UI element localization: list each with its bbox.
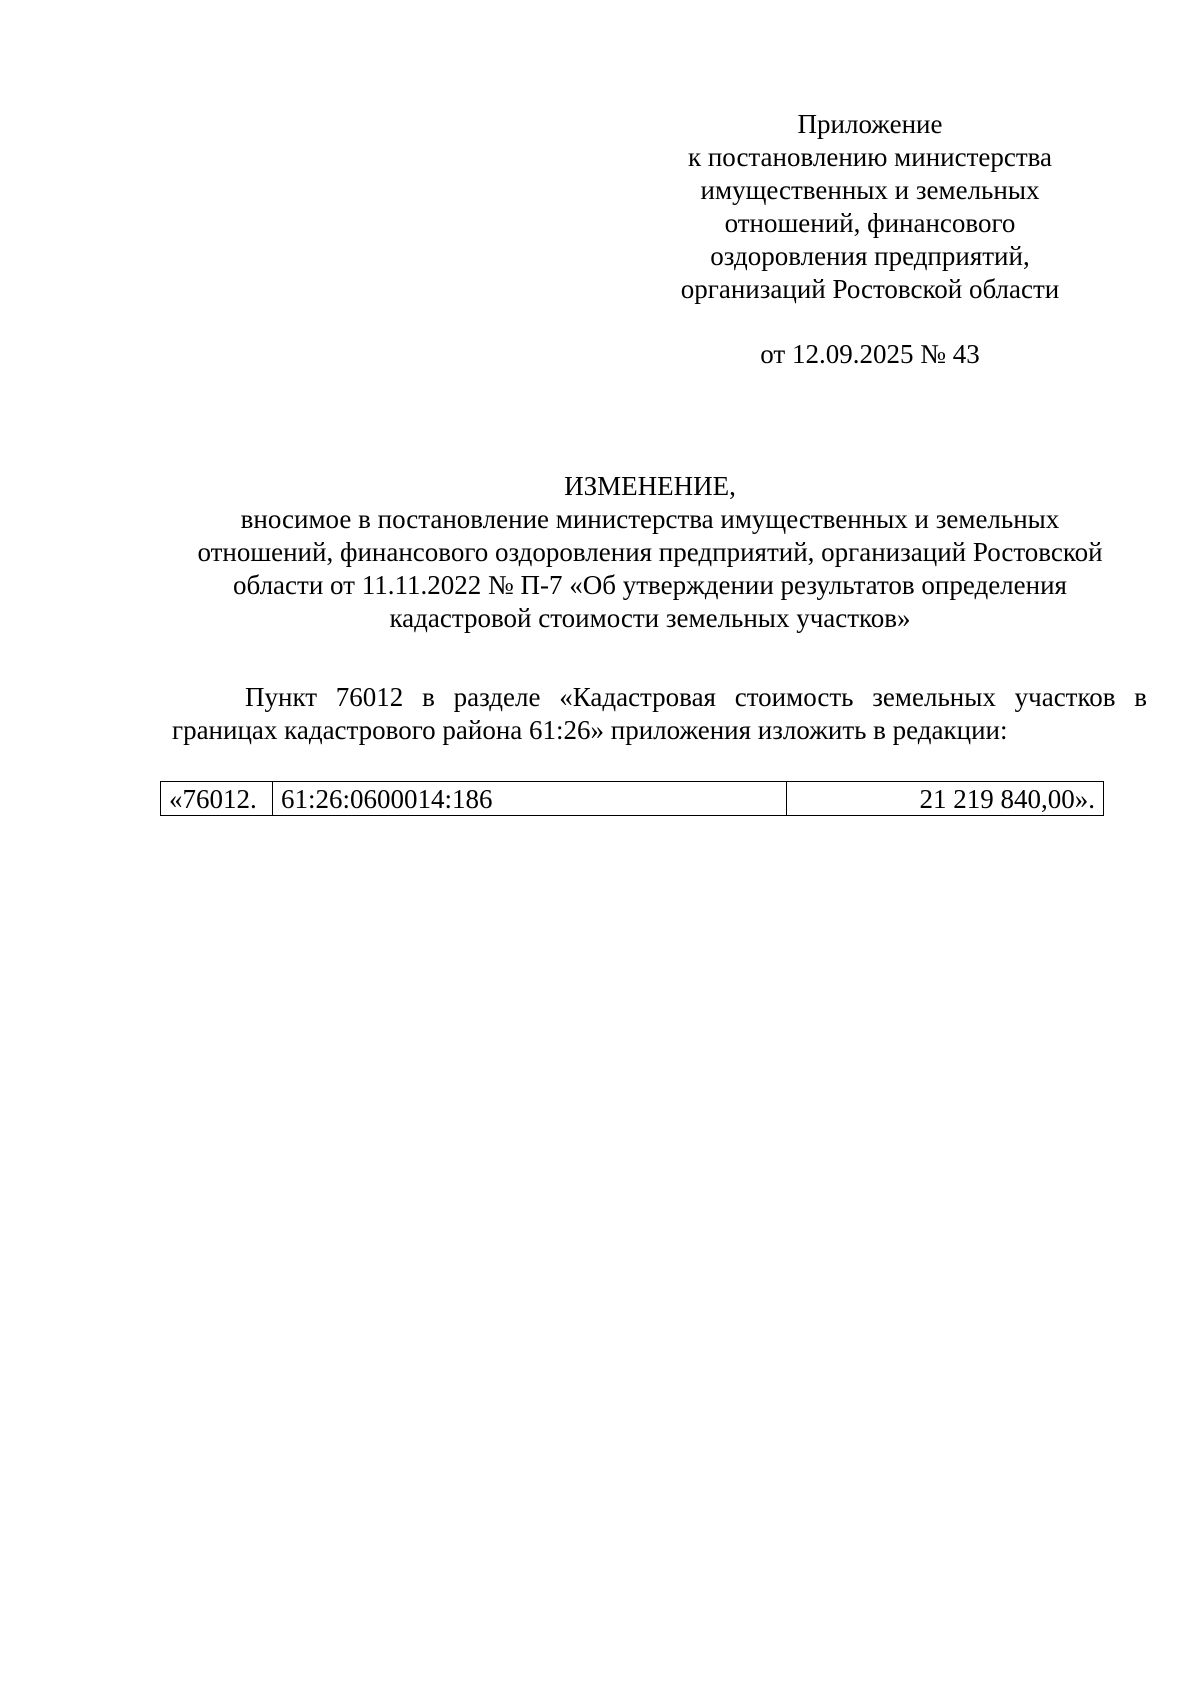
appendix-date: от 12.09.2025 № 43 [760, 339, 980, 369]
title-heading: ИЗМЕНЕНИЕ, [564, 471, 736, 501]
appendix-line: отношений, финансового [724, 208, 1016, 238]
appendix-line: организаций Ростовской области [680, 274, 1060, 304]
appendix-line: оздоровления предприятий, [710, 241, 1030, 271]
appendix-line: имущественных и земельных [700, 175, 1040, 205]
title-line: отношений, финансового оздоровления предприятий, организаций Ростовской [197, 537, 1103, 567]
cadastral-value-cell: 21 219 840,00». [787, 782, 1104, 816]
document-title [150, 470, 1150, 635]
body-paragraph [172, 681, 1147, 747]
appendix-line: к постановлению министерства [687, 142, 1053, 172]
appendix-header [655, 108, 1085, 306]
title-line: кадастровой стоимости земельных участков» [389, 603, 911, 633]
appendix-line: Приложение [797, 109, 943, 139]
record-table [160, 781, 1104, 816]
table-row [161, 782, 1104, 816]
cadastral-number-cell: 61:26:0600014:186 [273, 782, 787, 816]
title-line: области от 11.11.2022 № П-7 «Об утверждении результатов определения [233, 570, 1067, 600]
body-paragraph-text: Пункт 76012 в разделе «Кадастровая стоимость земельных участков в границах кадастрового района 61:26» приложения изложить в редакции: [172, 682, 1147, 745]
title-line: вносимое в постановление министерства имущественных и земельных [240, 504, 1060, 534]
item-number-cell: «76012. [161, 782, 273, 816]
